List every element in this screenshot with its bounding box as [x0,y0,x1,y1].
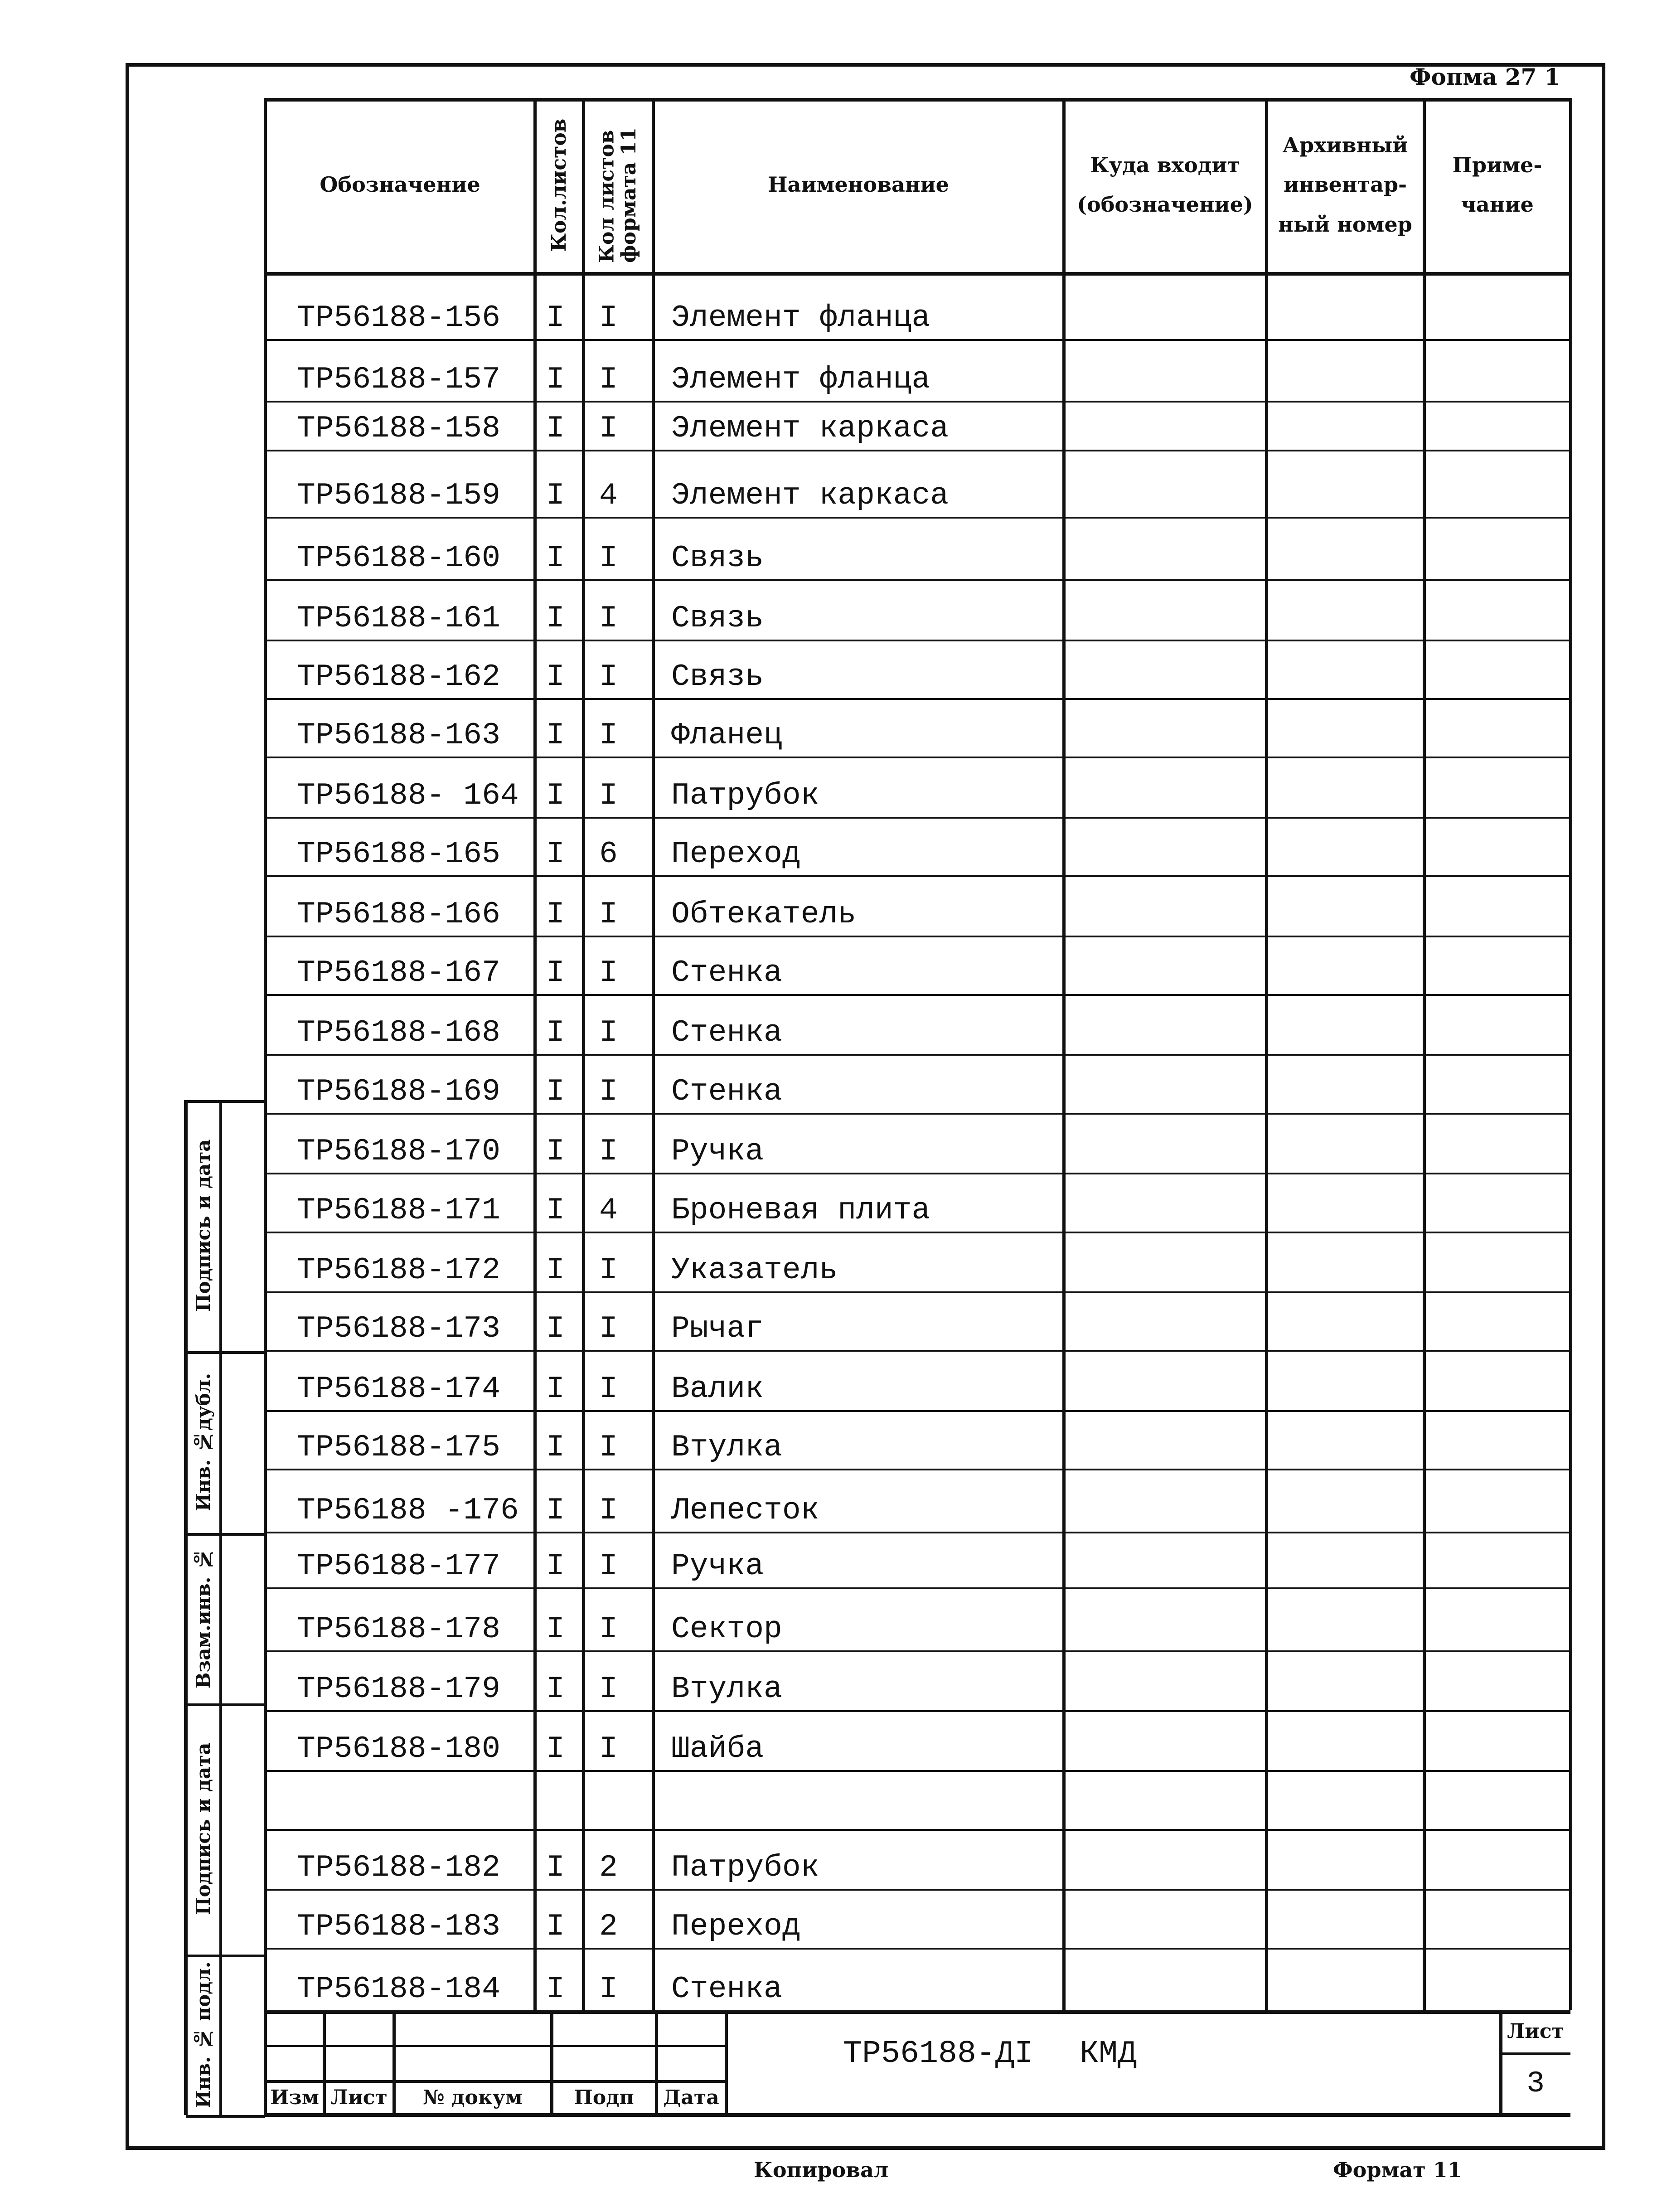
table-row [265,936,1570,994]
side-stamp-label: Инв. № подл. [192,1961,214,2108]
row-sheet-count: I [546,956,565,990]
table-row [265,450,1570,517]
row-sheet-count: I [546,1311,565,1346]
row-designation: ТР56188-167 [297,956,500,990]
title-block-column-label: Изм [270,2086,319,2109]
row-sheet-count: I [546,1253,565,1288]
table-row [265,1710,1570,1770]
row-sheet-count-format11: I [599,1134,618,1169]
table-row [265,339,1570,401]
row-designation: ТР56188-158 [297,411,500,446]
row-name: Указатель [671,1253,838,1288]
row-sheet-count: I [546,1134,565,1169]
row-designation: ТР56188-182 [297,1850,500,1885]
table-row [265,517,1570,579]
row-name: Шайба [671,1732,764,1766]
row-sheet-count-format11: I [599,1253,618,1288]
sheet-number: 3 [1526,2066,1545,2101]
side-stamp-label: Взам.инв. № [192,1548,214,1688]
row-sheet-count: I [546,1074,565,1109]
table-row [265,1291,1570,1350]
row-sheet-count: I [546,601,565,636]
header-sheet-count-format11: Кол листов формата 11 [595,127,640,263]
row-sheet-count: I [546,897,565,932]
sheet-label: Лист [1507,2019,1564,2043]
side-stamp-label: Подпись и дата [192,1742,214,1916]
row-designation: ТР56188-184 [297,1972,500,2007]
row-name: Связь [671,601,764,636]
row-sheet-count: I [546,1193,565,1228]
row-sheet-count-format11: I [599,956,618,990]
row-sheet-count-format11: I [599,601,618,636]
table-row [265,1232,1570,1291]
row-sheet-count-format11: I [599,1732,618,1766]
table-row [265,757,1570,817]
table-row [265,1410,1570,1469]
row-name: Элемент каркаса [671,478,949,513]
row-sheet-count: I [546,660,565,694]
row-designation: ТР56188- 164 [297,778,519,813]
row-sheet-count: I [546,778,565,813]
row-designation: ТР56188-175 [297,1430,500,1465]
row-designation: ТР56188-159 [297,478,500,513]
row-sheet-count-format11: I [599,1972,618,2007]
table-row [265,1113,1570,1173]
row-sheet-count: I [546,1015,565,1050]
row-name: Втулка [671,1430,782,1465]
row-name: Элемент каркаса [671,411,949,446]
title-block-column-label: Дата [663,2086,719,2109]
row-designation: ТР56188-165 [297,837,500,872]
row-sheet-count: I [546,478,565,513]
row-sheet-count: I [546,1972,565,2007]
header-note: Приме-чание [1452,152,1542,217]
row-name: Связь [671,660,764,694]
row-sheet-count-format11: I [599,718,618,753]
table-row [265,579,1570,640]
row-sheet-count: I [546,1493,565,1528]
header-archive-number: Архивный инвентар-ный номер [1278,132,1412,237]
title-block-column-label: № докум [423,2086,523,2109]
table-row [265,994,1570,1054]
row-name: Обтекатель [671,897,857,932]
row-sheet-count: I [546,1430,565,1465]
format-label: Формат 11 [1333,2158,1462,2182]
row-sheet-count: I [546,1549,565,1584]
row-name: Стенка [671,1015,782,1050]
row-designation: ТР56188-183 [297,1909,500,1944]
row-name: Патрубок [671,1850,819,1885]
title-block-column-label: Подп [574,2086,634,2109]
row-sheet-count-format11: I [599,411,618,446]
row-designation: ТР56188-177 [297,1549,500,1584]
row-name: Рычаг [671,1311,764,1346]
header-name: Наименование [768,172,949,197]
row-name: Валик [671,1372,764,1407]
row-designation: ТР56188-171 [297,1193,500,1228]
row-designation: ТР56188-178 [297,1612,500,1647]
row-designation: ТР56188-162 [297,660,500,694]
header-sheet-count: Кол.листов [548,118,571,252]
table-row [265,1469,1570,1532]
row-sheet-count-format11: 2 [599,1909,618,1944]
row-sheet-count-format11: I [599,778,618,813]
row-sheet-count: I [546,1372,565,1407]
table-row [265,1650,1570,1710]
row-sheet-count: I [546,1850,565,1885]
table-row [265,1948,1570,2010]
row-sheet-count-format11: I [599,897,618,932]
row-name: Ручка [671,1549,764,1584]
row-sheet-count-format11: I [599,1430,618,1465]
table-row [265,875,1570,936]
row-sheet-count-format11: I [599,1672,618,1707]
row-sheet-count-format11: I [599,1074,618,1109]
row-designation: ТР56188-160 [297,541,500,576]
row-sheet-count-format11: I [599,541,618,576]
row-sheet-count-format11: 2 [599,1850,618,1885]
row-name: Патрубок [671,778,819,813]
row-designation: ТР56188-166 [297,897,500,932]
row-designation: ТР56188-170 [297,1134,500,1169]
row-sheet-count-format11: I [599,1549,618,1584]
table-row [265,817,1570,875]
row-name: Переход [671,837,801,872]
row-designation: ТР56188-180 [297,1732,500,1766]
title-block-column-label: Лист [330,2086,388,2109]
form-label: Фопма 27 1 [1410,63,1560,90]
table-row [265,1173,1570,1232]
row-sheet-count: I [546,1909,565,1944]
row-designation: ТР56188-156 [297,301,500,335]
row-sheet-count: I [546,1732,565,1766]
row-sheet-count: I [546,541,565,576]
table-row [265,1054,1570,1113]
row-name: Элемент фланца [671,362,930,397]
row-sheet-count-format11: I [599,1311,618,1346]
row-sheet-count: I [546,301,565,335]
row-designation: ТР56188-173 [297,1311,500,1346]
row-sheet-count-format11: 6 [599,837,618,872]
row-name: Элемент фланца [671,301,930,335]
row-name: Стенка [671,1972,782,2007]
row-designation: ТР56188-174 [297,1372,500,1407]
row-name: Сектор [671,1612,782,1647]
row-name: Связь [671,541,764,576]
table-row [265,1532,1570,1587]
header-included-in: Куда входит (обозначение) [1077,152,1253,217]
row-sheet-count: I [546,1672,565,1707]
row-sheet-count-format11: 4 [599,478,618,513]
row-name: Стенка [671,956,782,990]
row-sheet-count: I [546,718,565,753]
table-row [265,401,1570,450]
row-sheet-count-format11: I [599,301,618,335]
row-name: Ручка [671,1134,764,1169]
table-row [265,272,1570,339]
table-row [265,1770,1570,1829]
row-designation: ТР56188-157 [297,362,500,397]
table-row [265,640,1570,698]
row-designation: ТР56188-168 [297,1015,500,1050]
table-row [265,698,1570,757]
row-name: Переход [671,1909,801,1944]
row-name: Фланец [671,718,782,753]
table-row [265,1889,1570,1948]
row-designation: ТР56188-169 [297,1074,500,1109]
table-row [265,1587,1570,1650]
row-designation: ТР56188 -176 [297,1493,519,1528]
table-row [265,1829,1570,1889]
row-sheet-count-format11: I [599,1372,618,1407]
document-code: ТР56188-ДI КМД [843,2036,1137,2072]
row-sheet-count-format11: I [599,1015,618,1050]
row-sheet-count-format11: I [599,1493,618,1528]
side-stamp-label: Подпись и дата [192,1139,214,1312]
copied-label: Копировал [754,2158,889,2182]
row-designation: ТР56188-163 [297,718,500,753]
row-sheet-count: I [546,411,565,446]
row-sheet-count-format11: I [599,1612,618,1647]
row-sheet-count-format11: 4 [599,1193,618,1228]
row-sheet-count: I [546,837,565,872]
side-stamp-label: Инв. №дубл. [192,1373,214,1511]
row-designation: ТР56188-161 [297,601,500,636]
row-name: Броневая плита [671,1193,930,1228]
rule-line [186,2115,265,2118]
row-sheet-count-format11: I [599,362,618,397]
row-designation: ТР56188-179 [297,1672,500,1707]
header-designation: Обозначение [320,172,480,197]
row-name: Стенка [671,1074,782,1109]
row-designation: ТР56188-172 [297,1253,500,1288]
row-sheet-count: I [546,362,565,397]
row-sheet-count-format11: I [599,660,618,694]
row-name: Втулка [671,1672,782,1707]
row-sheet-count: I [546,1612,565,1647]
row-name: Лепесток [671,1493,819,1528]
table-row [265,1350,1570,1410]
